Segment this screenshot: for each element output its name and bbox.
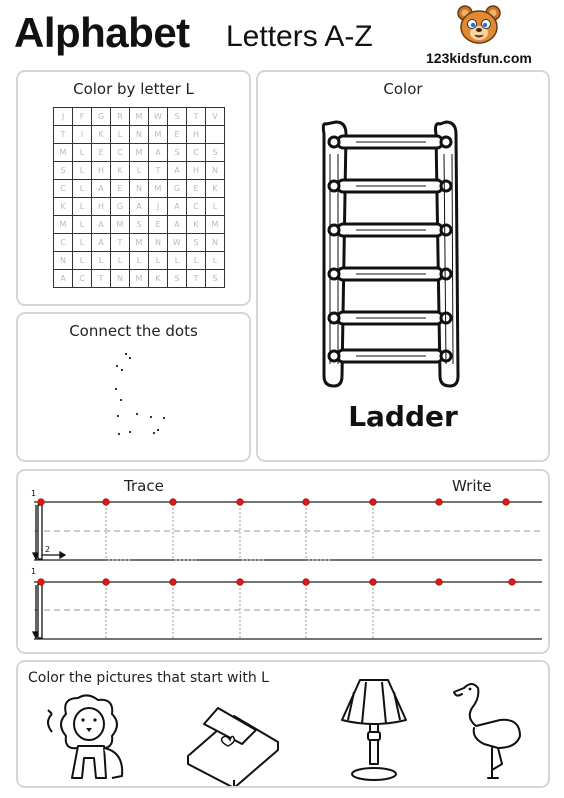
grid-cell[interactable]: L <box>206 198 225 216</box>
grid-cell[interactable]: H <box>92 162 111 180</box>
grid-cell[interactable]: L <box>73 180 92 198</box>
grid-cell[interactable]: K <box>149 270 168 288</box>
lion-icon <box>38 692 148 784</box>
grid-cell[interactable]: T <box>187 108 206 126</box>
grid-cell[interactable]: S <box>168 270 187 288</box>
grid-cell[interactable]: L <box>73 198 92 216</box>
grid-cell[interactable]: J <box>149 198 168 216</box>
grid-cell[interactable]: W <box>168 234 187 252</box>
grid-cell[interactable]: K <box>92 126 111 144</box>
grid-cell[interactable]: S <box>206 144 225 162</box>
grid-cell[interactable]: H <box>187 126 206 144</box>
grid-cell[interactable]: A <box>92 180 111 198</box>
trace-write-panel <box>16 469 550 654</box>
grid-cell[interactable]: N <box>149 234 168 252</box>
grid-cell[interactable]: S <box>187 234 206 252</box>
connect-dots-title: Connect the dots <box>69 322 198 340</box>
grid-cell[interactable]: L <box>111 252 130 270</box>
row2-step-1: 1 <box>31 567 37 576</box>
grid-cell[interactable] <box>206 126 225 144</box>
flamingo-icon <box>450 678 530 784</box>
grid-cell[interactable]: A <box>149 144 168 162</box>
grid-cell[interactable]: T <box>54 126 73 144</box>
grid-cell[interactable]: C <box>111 144 130 162</box>
grid-cell[interactable]: L <box>111 126 130 144</box>
grid-row <box>54 180 225 198</box>
color-by-letter-title: Color by letter L <box>73 80 194 98</box>
grid-cell[interactable]: L <box>73 234 92 252</box>
grid-cell[interactable]: L <box>149 252 168 270</box>
grid-row <box>54 252 225 270</box>
grid-cell[interactable]: N <box>206 234 225 252</box>
grid-cell[interactable]: A <box>54 270 73 288</box>
ladder-icon <box>316 114 466 394</box>
grid-cell[interactable]: R <box>111 108 130 126</box>
color-picture-title: Color <box>383 80 423 98</box>
grid-cell[interactable]: N <box>206 162 225 180</box>
ladder-word: Ladder <box>348 400 458 433</box>
write-label: Write <box>452 477 492 495</box>
grid-row <box>54 144 225 162</box>
grid-cell[interactable]: A <box>92 234 111 252</box>
grid-cell[interactable]: C <box>187 198 206 216</box>
grid-cell[interactable]: W <box>149 108 168 126</box>
grid-cell[interactable]: V <box>206 108 225 126</box>
grid-cell[interactable]: E <box>168 126 187 144</box>
grid-cell[interactable]: S <box>168 144 187 162</box>
trace-label: Trace <box>124 477 164 495</box>
grid-cell[interactable]: E <box>92 144 111 162</box>
grid-row <box>54 198 225 216</box>
stroke-step-2: 2 <box>45 545 51 554</box>
grid-cell[interactable]: T <box>149 162 168 180</box>
grid-cell[interactable]: L <box>73 216 92 234</box>
grid-cell[interactable]: S <box>130 216 149 234</box>
grid-cell[interactable]: L <box>73 252 92 270</box>
grid-row <box>54 216 225 234</box>
grid-cell[interactable]: A <box>92 216 111 234</box>
grid-cell[interactable]: S <box>206 270 225 288</box>
grid-cell[interactable]: J <box>54 108 73 126</box>
grid-cell[interactable]: K <box>54 198 73 216</box>
grid-cell[interactable]: A <box>168 198 187 216</box>
grid-cell[interactable]: L <box>168 252 187 270</box>
grid-cell[interactable]: E <box>111 180 130 198</box>
grid-cell[interactable]: M <box>130 270 149 288</box>
grid-cell[interactable]: F <box>73 108 92 126</box>
tracing-lines <box>18 471 548 652</box>
grid-cell[interactable]: K <box>111 162 130 180</box>
page-title: Alphabet <box>14 9 190 56</box>
grid-row <box>54 108 225 126</box>
grid-cell[interactable]: N <box>130 126 149 144</box>
grid-cell[interactable]: C <box>54 180 73 198</box>
grid-cell[interactable]: G <box>168 180 187 198</box>
grid-cell[interactable]: A <box>168 216 187 234</box>
grid-cell[interactable]: L <box>92 252 111 270</box>
grid-row <box>54 162 225 180</box>
grid-cell[interactable]: M <box>149 126 168 144</box>
grid-cell[interactable]: M <box>149 180 168 198</box>
grid-cell[interactable]: M <box>130 234 149 252</box>
grid-cell[interactable]: T <box>92 270 111 288</box>
color-by-letter-panel <box>16 70 251 306</box>
grid-cell[interactable]: G <box>92 108 111 126</box>
grid-cell[interactable]: M <box>130 144 149 162</box>
grid-cell[interactable]: H <box>187 162 206 180</box>
stroke-step-1: 1 <box>31 489 37 498</box>
grid-cell[interactable]: L <box>130 252 149 270</box>
grid-cell[interactable]: I <box>73 126 92 144</box>
grid-cell[interactable]: S <box>54 162 73 180</box>
grid-cell[interactable]: M <box>111 216 130 234</box>
grid-row <box>54 234 225 252</box>
grid-cell[interactable]: M <box>130 108 149 126</box>
grid-cell[interactable]: C <box>73 270 92 288</box>
book-icon <box>182 696 282 786</box>
color-picture-panel <box>256 70 550 462</box>
grid-cell[interactable]: L <box>73 162 92 180</box>
grid-cell[interactable]: K <box>206 180 225 198</box>
lamp-icon <box>334 676 414 786</box>
grid-cell[interactable]: C <box>54 234 73 252</box>
pictures-panel <box>16 660 550 788</box>
grid-cell[interactable]: K <box>187 216 206 234</box>
grid-cell[interactable]: M <box>206 216 225 234</box>
letter-grid <box>53 107 225 288</box>
grid-cell[interactable]: H <box>92 198 111 216</box>
grid-cell[interactable]: N <box>54 252 73 270</box>
grid-cell[interactable]: L <box>206 252 225 270</box>
grid-cell[interactable]: E <box>187 180 206 198</box>
grid-cell[interactable]: T <box>111 234 130 252</box>
grid-cell[interactable]: T <box>187 270 206 288</box>
grid-cell[interactable]: L <box>130 162 149 180</box>
grid-cell[interactable]: A <box>130 198 149 216</box>
page-subtitle: Letters A-Z <box>226 20 373 53</box>
grid-cell[interactable]: N <box>130 180 149 198</box>
connect-dots-panel <box>16 312 251 462</box>
bear-face-icon <box>456 4 502 46</box>
grid-cell[interactable]: E <box>149 216 168 234</box>
grid-cell[interactable]: G <box>111 198 130 216</box>
pictures-title: Color the pictures that start with L <box>28 670 269 686</box>
grid-cell[interactable]: M <box>54 144 73 162</box>
grid-row <box>54 270 225 288</box>
grid-cell[interactable]: A <box>168 162 187 180</box>
grid-cell[interactable]: S <box>168 108 187 126</box>
grid-cell[interactable]: C <box>187 144 206 162</box>
grid-row <box>54 126 225 144</box>
grid-cell[interactable]: L <box>187 252 206 270</box>
grid-cell[interactable]: N <box>111 270 130 288</box>
grid-cell[interactable]: M <box>54 216 73 234</box>
grid-cell[interactable]: L <box>73 144 92 162</box>
site-name: 123kidsfun.com <box>426 50 532 66</box>
dot-pattern <box>18 314 249 460</box>
